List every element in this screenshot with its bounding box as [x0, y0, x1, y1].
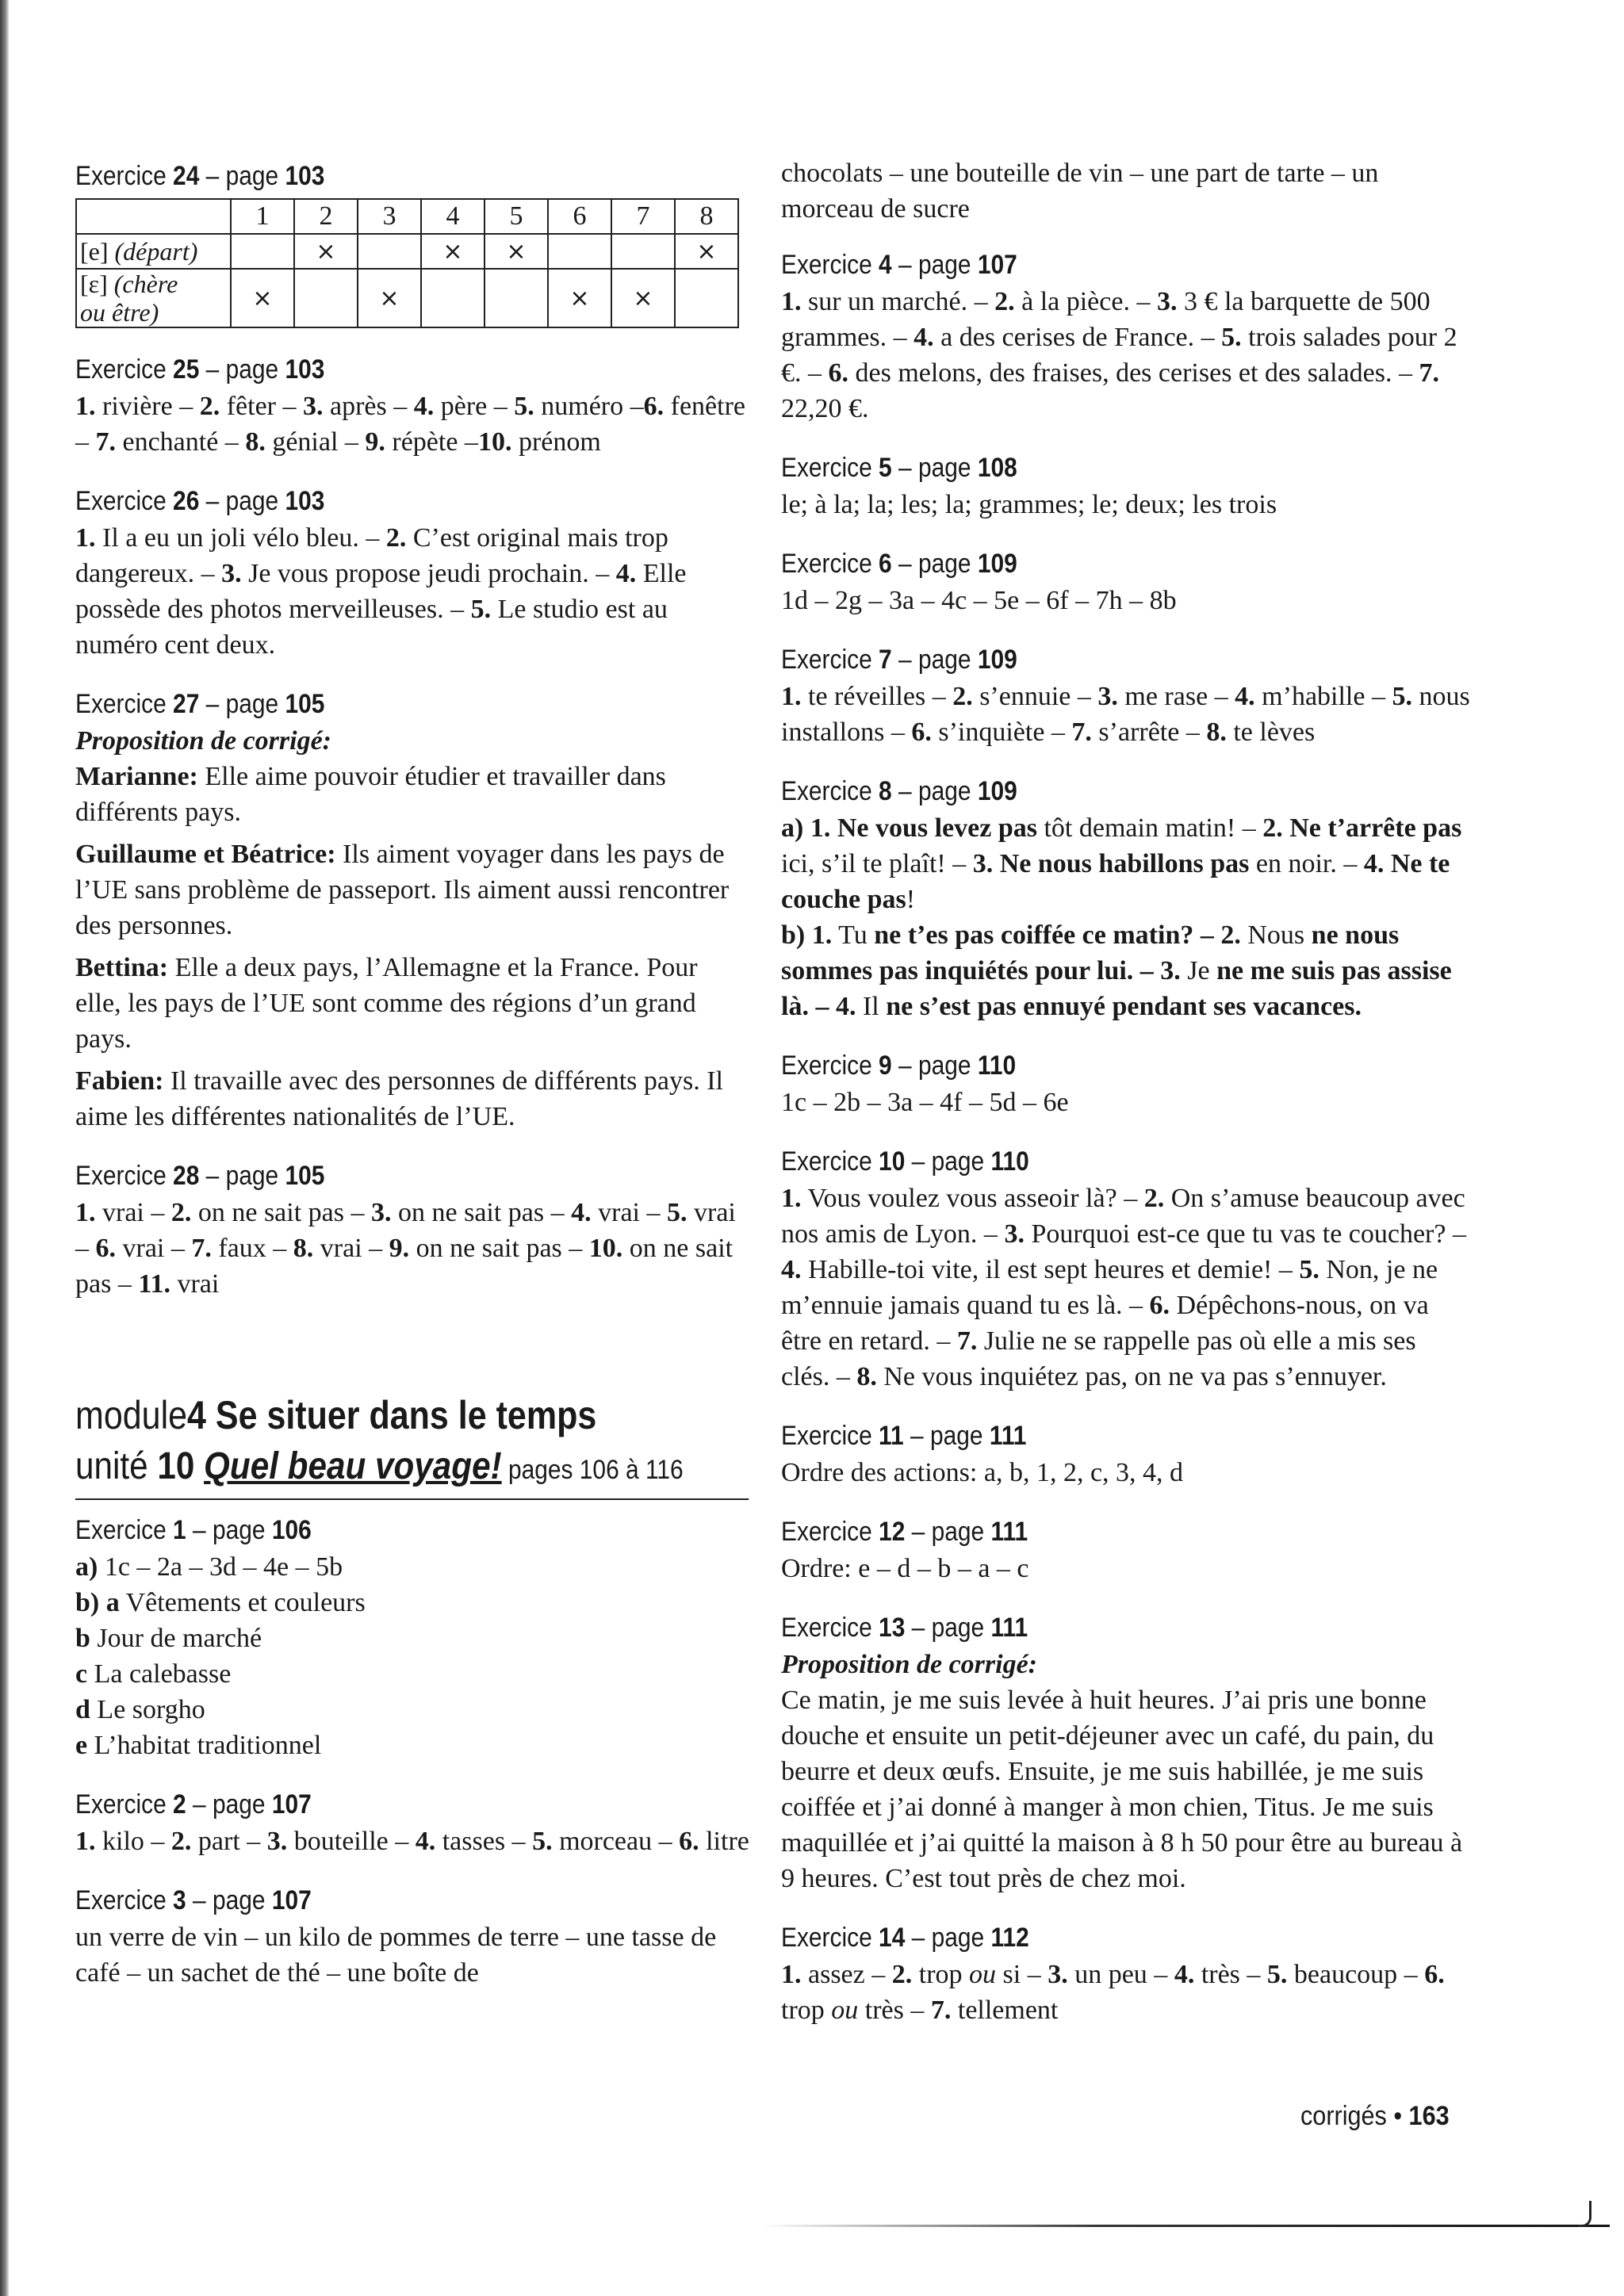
exercise-heading: Exercice 8 – page 109	[781, 776, 1017, 806]
exercise-answer: 1. sur un marché. – 2. à la pièce. – 3. 3 € la barquette de 500 grammes. – 4. a des cerises de France. – 5. trois salades pour 2 €. – 6. des melons, des fraises, des cerises et des salades. – 7. 22,20 €.	[781, 287, 1457, 423]
column-header: 3	[358, 199, 421, 234]
column-header: 5	[485, 199, 548, 234]
exercise-answer: Ordre: e – d – b – a – c	[781, 1554, 1029, 1583]
row-label: [ɛ] (chère ou être)	[76, 269, 231, 327]
list-item: b Jour de marché	[75, 1624, 262, 1653]
exercise-26	[75, 484, 749, 663]
exercise-1	[75, 1513, 749, 1763]
list-item: a) 1c – 2a – 3d – 4e – 5b	[75, 1552, 343, 1582]
cross-mark: ×	[358, 269, 421, 327]
mark-cell	[675, 269, 738, 327]
exercise-subtitle: Proposition de corrigé:	[781, 1650, 1037, 1679]
exercise-answer: 1. Vous voulez vous asseoir là? – 2. On s’amuse beaucoup avec nos amis de Lyon. – 3. Pourquoi est-ce que tu vas te coucher? – 4. Habille-toi vite, il est sept heures et demie! – 5. Non, je ne m’ennuie jamais quand tu es là. – 6. Dépêchons-nous, on va être en retard. – 7. Julie ne se rappelle pas où elle a mis ses clés. – 8. Ne vous inquiétez pas, on ne va pas s’ennuyer.	[781, 1184, 1466, 1391]
exercise-answer: Ordre des actions: a, b, 1, 2, c, 3, 4, d	[781, 1458, 1184, 1487]
exercise-heading: Exercice 7 – page 109	[781, 645, 1017, 675]
exercise-heading: Exercice 1 – page 106	[75, 1515, 312, 1545]
bottom-rule	[761, 2225, 1610, 2227]
exercise-heading: Exercice 6 – page 109	[781, 549, 1017, 579]
answer-paragraph: Marianne: Elle aime pouvoir étudier et travailler dans différents pays.	[75, 762, 666, 827]
exercise-answer: Ce matin, je me suis levée à huit heures. J’ai pris une bonne douche et ensuite un petit-déjeuner avec un café, du pain, du beurre et deux œufs. Ensuite, je me suis habillée, je me suis coiffée et j’ai donné à manger à mon chien, Titus. Je me suis maquillée et j’ai quitté la maison à 8 h 50 pour être au bureau à 9 heures. C’est tout près de chez moi.	[781, 1686, 1463, 1893]
cross-mark: ×	[294, 234, 358, 269]
cross-mark: ×	[675, 234, 738, 269]
exercise-heading: Exercice 14 – page 112	[781, 1923, 1029, 1953]
footer-label: corrigés	[1300, 2101, 1387, 2131]
exercise-heading: Exercice 4 – page 107	[781, 250, 1017, 280]
list-item: c La calebasse	[75, 1659, 232, 1689]
right-column	[781, 155, 1471, 2052]
exercise-10	[781, 1144, 1471, 1395]
cross-mark: ×	[485, 234, 548, 269]
exercise-heading: Exercice 13 – page 111	[781, 1613, 1028, 1643]
exercise-14	[781, 1920, 1471, 2028]
list-item: d Le sorgho	[75, 1695, 205, 1724]
exercise-answer: le; à la; la; les; la; grammes; le; deux; les trois	[781, 490, 1277, 519]
exercise-heading: Exercice 25 – page 103	[75, 354, 325, 385]
mark-cell	[231, 234, 294, 269]
exercise-answer: 1c – 2b – 3a – 4f – 5d – 6e	[781, 1088, 1069, 1117]
cross-mark: ×	[231, 269, 294, 327]
answer-paragraph: Fabien: Il travaille avec des personnes de différents pays. Il aime les différentes nationalités de l’UE.	[75, 1066, 724, 1131]
column-header: 6	[548, 199, 611, 234]
exercise-heading: Exercice 10 – page 110	[781, 1146, 1029, 1177]
table-row	[76, 234, 738, 269]
exercise-25	[75, 352, 749, 460]
cross-mark: ×	[611, 269, 675, 327]
page-number: 163	[1408, 2101, 1450, 2131]
mark-cell	[358, 234, 421, 269]
exercise-answer-a: a) 1. Ne vous levez pas tôt demain matin! – 2. Ne t’arrête pas ici, s’il te plaît! – 3. Ne nous habillons pas en noir. – 4. Ne te couche pas!	[781, 813, 1462, 914]
exercise-28	[75, 1158, 749, 1302]
exercise-12	[781, 1514, 1471, 1586]
mark-cell	[421, 269, 485, 327]
exercise-8	[781, 774, 1471, 1024]
page-spine-shadow	[0, 0, 10, 2296]
exercise-13	[781, 1610, 1471, 1896]
list-item: e L’habitat traditionnel	[75, 1731, 322, 1760]
column-header: 4	[421, 199, 485, 234]
exercise-answer: 1d – 2g – 3a – 4c – 5e – 6f – 7h – 8b	[781, 586, 1177, 615]
exercise-heading: Exercice 12 – page 111	[781, 1517, 1028, 1547]
exercise-5	[781, 450, 1471, 522]
exercise-3	[75, 1883, 749, 1991]
exercise-11	[781, 1418, 1471, 1490]
exercise-heading: Exercice 26 – page 103	[75, 486, 325, 516]
unit-title: unité 10 Quel beau voyage! pages 106 à 116	[75, 1441, 749, 1500]
answer-paragraph: Guillaume et Béatrice: Ils aiment voyager dans les pays de l’UE sans problème de passeport. Ils aiment aussi rencontrer des personnes.	[75, 840, 730, 940]
exercise-heading: Exercice 27 – page 105	[75, 689, 325, 719]
phoneme-table	[75, 198, 739, 328]
exercise-24	[75, 159, 749, 328]
table-row	[76, 269, 738, 327]
answer-paragraph: Bettina: Elle a deux pays, l’Allemagne et la France. Pour elle, les pays de l’UE sont comme des régions d’un grand pays.	[75, 953, 698, 1054]
footer-separator: •	[1386, 2101, 1409, 2131]
table-header-row	[76, 199, 738, 234]
exercise-answer: 1. te réveilles – 2. s’ennuie – 3. me rase – 4. m’habille – 5. nous installons – 6. s’inquiète – 7. s’arrête – 8. te lèves	[781, 682, 1470, 747]
exercise-answer: 1. kilo – 2. part – 3. bouteille – 4. tasses – 5. morceau – 6. litre	[75, 1827, 749, 1856]
exercise-answer: un verre de vin – un kilo de pommes de terre – une tasse de café – un sachet de thé – une boîte de	[75, 1923, 717, 1988]
column-header: 7	[611, 199, 675, 234]
module-title: module4 Se situer dans le temps	[75, 1393, 597, 1437]
exercise-answer-b: b) 1. Tu ne t’es pas coiffée ce matin? – 2. Nous ne nous sommes pas inquiétés pour lui. – 3. Je ne me suis pas assise là. – 4. Il ne s’est pas ennuyé pendant ses vacances.	[781, 920, 1452, 1021]
exercise-2	[75, 1787, 749, 1859]
table-corner-cell	[76, 199, 231, 234]
exercise-9	[781, 1048, 1471, 1120]
exercise-heading: Exercice 2 – page 107	[75, 1789, 312, 1820]
exercise-answer: 1. vrai – 2. on ne sait pas – 3. on ne sait pas – 4. vrai – 5. vrai – 6. vrai – 7. faux – 8. vrai – 9. on ne sait pas – 10. on ne sait pas – 11. vrai	[75, 1198, 736, 1299]
exercise-answer: 1. assez – 2. trop ou si – 3. un peu – 4. très – 5. beaucoup – 6. trop ou très – 7. tellement	[781, 1960, 1445, 2025]
exercise-heading: Exercice 5 – page 108	[781, 453, 1017, 483]
list-item: b) a Vêtements et couleurs	[75, 1588, 366, 1617]
column-header: 1	[231, 199, 294, 234]
exercise-4	[781, 247, 1471, 427]
column-header: 8	[675, 199, 738, 234]
mark-cell	[485, 269, 548, 327]
exercise-27	[75, 687, 749, 1135]
cross-mark: ×	[548, 269, 611, 327]
exercise-heading: Exercice 28 – page 105	[75, 1161, 325, 1191]
column-header: 2	[294, 199, 358, 234]
exercise-heading: Exercice 9 – page 110	[781, 1050, 1017, 1081]
exercise-answer: 1. Il a eu un joli vélo bleu. – 2. C’est original mais trop dangereux. – 3. Je vous propose jeudi prochain. – 4. Elle possède des photos merveilleuses. – 5. Le studio est au numéro cent deux.	[75, 523, 687, 660]
exercise-answer: 1. rivière – 2. fêter – 3. après – 4. père – 5. numéro –6. fenêtre – 7. enchanté – 8. génial – 9. répète –10. prénom	[75, 392, 745, 457]
exercise-heading: Exercice 11 – page 111	[781, 1421, 1027, 1451]
exercise-6	[781, 546, 1471, 618]
exercise-subtitle: Proposition de corrigé:	[75, 726, 331, 756]
mark-cell	[611, 234, 675, 269]
left-column	[75, 159, 749, 2015]
cross-mark: ×	[421, 234, 485, 269]
bottom-rule-curl	[1578, 2201, 1591, 2227]
exercise-heading: Exercice 3 – page 107	[75, 1885, 312, 1915]
mark-cell	[294, 269, 358, 327]
exercise-7	[781, 642, 1471, 750]
row-label: [e] (départ)	[76, 234, 231, 269]
exercise-answer-continued: chocolats – une bouteille de vin – une part de tarte – un morceau de sucre	[781, 159, 1379, 224]
page-footer	[1300, 2101, 1450, 2132]
exercise-heading: Exercice 24 – page 103	[75, 161, 325, 191]
exercise-3-continued	[781, 155, 1471, 227]
answer-list	[75, 1549, 749, 1763]
mark-cell	[548, 234, 611, 269]
